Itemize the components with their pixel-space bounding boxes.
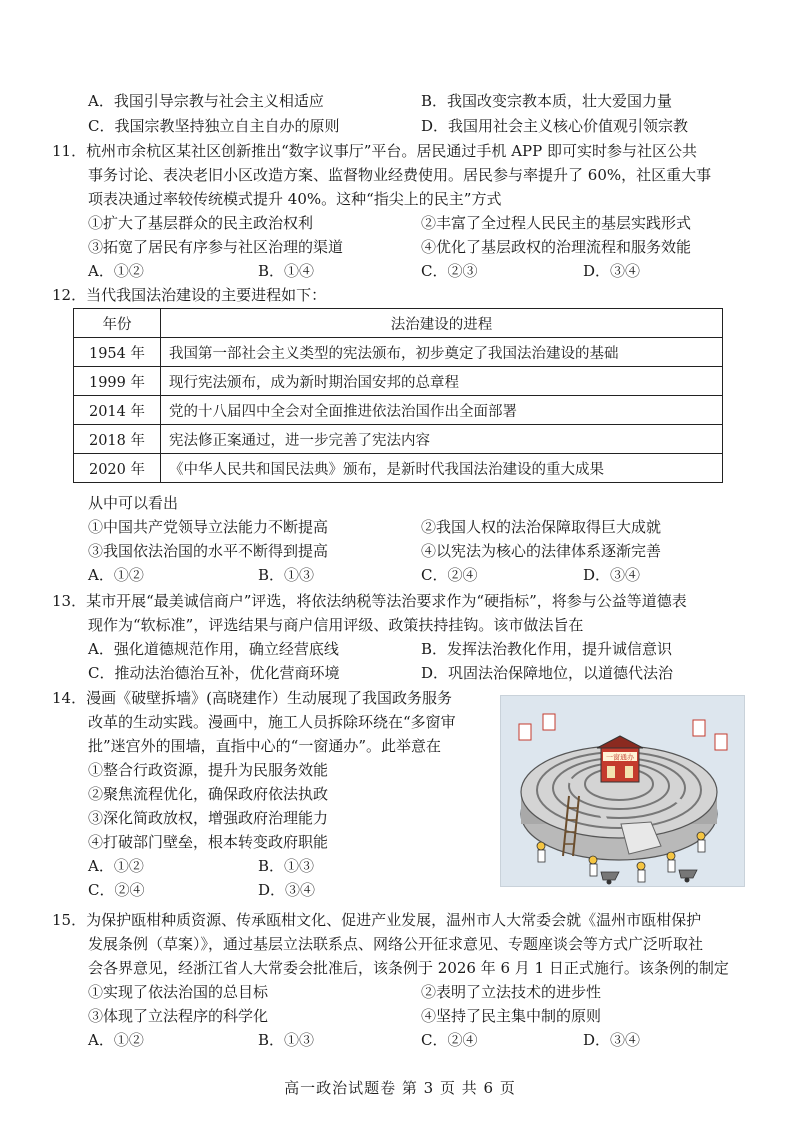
q15-stem-line-1: 15．为保护瓯柑种质资源、传承瓯柑文化、促进产业发展，温州市人大常委会就《温州市瓯柑保护 <box>52 911 702 929</box>
table-cell-event: 党的十八届四中全会对全面推进依法治国作出全面部署 <box>161 396 723 425</box>
q14-option-d[interactable]: D．③④ <box>258 881 316 899</box>
q14-option-b[interactable]: B．①③ <box>258 857 315 875</box>
table-row <box>74 454 723 483</box>
table-cell-year: 1999 年 <box>74 367 161 396</box>
q12-option-b[interactable]: B．①③ <box>258 566 315 584</box>
cartoon-sign-text: 一窗通办 <box>606 753 634 762</box>
q15-item-3: ③体现了立法程序的科学化 <box>88 1007 269 1025</box>
q11-item-1: ①扩大了基层群众的民主政治权利 <box>88 214 314 232</box>
q12-lead: 从中可以看出 <box>88 494 179 512</box>
q13-option-d[interactable]: D．巩固法治保障地位，以道德代法治 <box>421 664 674 682</box>
q11-item-3: ③拓宽了居民有序参与社区治理的渠道 <box>88 238 344 256</box>
q12-item-1: ①中国共产党领导立法能力不断提高 <box>88 518 329 536</box>
table-cell-year: 2018 年 <box>74 425 161 454</box>
q14-item-4: ④打破部门壁垒，根本转变政府职能 <box>88 833 329 851</box>
q10-option-b[interactable]: B．我国改变宗教本质，壮大爱国力量 <box>421 92 673 110</box>
table-cell-event: 我国第一部社会主义类型的宪法颁布，初步奠定了我国法治建设的基础 <box>161 338 723 367</box>
table-cell-year: 2014 年 <box>74 396 161 425</box>
q14-item-1: ①整合行政资源，提升为民服务效能 <box>88 761 329 779</box>
q11-item-4: ④优化了基层政权的治理流程和服务效能 <box>421 238 692 256</box>
q12-option-a[interactable]: A．①② <box>88 566 144 584</box>
q11-item-2: ②丰富了全过程人民民主的基层实践形式 <box>421 214 692 232</box>
q15-stem-line-2: 发展条例（草案）》，通过基层立法联系点、网络公开征求意见、专题座谈会等方式广泛听取社 <box>88 935 704 953</box>
q11-option-d[interactable]: D．③④ <box>583 262 641 280</box>
table-cell-event: 宪法修正案通过，进一步完善了宪法内容 <box>161 425 723 454</box>
law-progress-table <box>73 308 723 483</box>
q14-item-3: ③深化简政放权，增强政府治理能力 <box>88 809 329 827</box>
q12-option-d[interactable]: D．③④ <box>583 566 641 584</box>
q15-option-c[interactable]: C．②④ <box>421 1031 478 1049</box>
q11-stem-line-1: 11．杭州市余杭区某社区创新推出“数字议事厅”平台。居民通过手机 APP 即可实时参与社区公共 <box>52 142 697 160</box>
q14-item-2: ②聚焦流程优化，确保政府依法执政 <box>88 785 329 803</box>
q12-item-3: ③我国依法治国的水平不断得到提高 <box>88 542 329 560</box>
q15-option-a[interactable]: A．①② <box>88 1031 144 1049</box>
q15-option-d[interactable]: D．③④ <box>583 1031 641 1049</box>
page-footer: 高一政治试题卷 第 3 页 共 6 页 <box>284 1079 516 1097</box>
q15-option-b[interactable]: B．①③ <box>258 1031 315 1049</box>
q14-stem-line-3: 批”迷宫外的围墙，直指中心的“一窗通办”。此举意在 <box>88 737 442 755</box>
q12-option-c[interactable]: C．②④ <box>421 566 478 584</box>
table-cell-event: 《中华人民共和国民法典》颁布，是新时代我国法治建设的重大成果 <box>161 454 723 483</box>
maze-cartoon-illustration <box>501 696 744 886</box>
table-row <box>74 425 723 454</box>
q13-stem-line-2: 现作为“软标准”，评选结果与商户信用评级、政策扶持挂钩。该市做法旨在 <box>88 616 584 634</box>
q10-option-c[interactable]: C．我国宗教坚持独立自主自办的原则 <box>88 117 340 135</box>
q15-item-1: ①实现了依法治国的总目标 <box>88 983 269 1001</box>
table-cell-event: 现行宪法颁布，成为新时期治国安邦的总章程 <box>161 367 723 396</box>
q14-stem-line-1: 14．漫画《破壁拆墙》(高晓建作）生动展现了我国政务服务 <box>52 689 452 707</box>
table-header-event: 法治建设的进程 <box>161 309 723 338</box>
q15-item-2: ②表明了立法技术的进步性 <box>421 983 602 1001</box>
table-cell-year: 2020 年 <box>74 454 161 483</box>
q12-item-2: ②我国人权的法治保障取得巨大成就 <box>421 518 662 536</box>
q13-option-b[interactable]: B．发挥法治教化作用，提升诚信意识 <box>421 640 673 658</box>
table-header-year: 年份 <box>74 309 161 338</box>
q13-option-a[interactable]: A．强化道德规范作用，确立经营底线 <box>88 640 339 658</box>
q11-option-b[interactable]: B．①④ <box>258 262 315 280</box>
q15-item-4: ④坚持了民主集中制的原则 <box>421 1007 602 1025</box>
q11-stem-line-3: 项表决通过率较传统模式提升 40%。这种“指尖上的民主”方式 <box>88 190 502 208</box>
table-row <box>74 338 723 367</box>
q10-option-a[interactable]: A．我国引导宗教与社会主义相适应 <box>88 92 324 110</box>
q13-option-c[interactable]: C．推动法治德治互补，优化营商环境 <box>88 664 340 682</box>
q14-option-c[interactable]: C．②④ <box>88 881 145 899</box>
table-row <box>74 396 723 425</box>
q10-option-d[interactable]: D．我国用社会主义核心价值观引领宗教 <box>421 117 689 135</box>
q14-stem-line-2: 改革的生动实践。漫画中，施工人员拆除环绕在“多窗审 <box>88 713 456 731</box>
q14-option-a[interactable]: A．①② <box>88 857 144 875</box>
q13-stem-line-1: 13．某市开展“最美诚信商户”评选，将依法纳税等法治要求作为“硬指标”，将参与公益等道德表 <box>52 592 687 610</box>
table-cell-year: 1954 年 <box>74 338 161 367</box>
q12-stem: 12．当代我国法治建设的主要进程如下： <box>52 286 327 304</box>
q11-option-c[interactable]: C．②③ <box>421 262 478 280</box>
cartoon-image <box>500 695 745 887</box>
table-row <box>74 367 723 396</box>
table-header-row <box>74 309 723 338</box>
q15-stem-line-3: 会各界意见，经浙江省人大常委会批准后，该条例于 2026 年 6 月 1 日正式施行。该条例的制定 <box>88 959 729 977</box>
q11-stem-line-2: 事务讨论、表决老旧小区改造方案、监督物业经费使用。居民参与率提升了 60%，社区重大事 <box>88 166 712 184</box>
q11-option-a[interactable]: A．①② <box>88 262 144 280</box>
q12-item-4: ④以宪法为核心的法律体系逐渐完善 <box>421 542 662 560</box>
